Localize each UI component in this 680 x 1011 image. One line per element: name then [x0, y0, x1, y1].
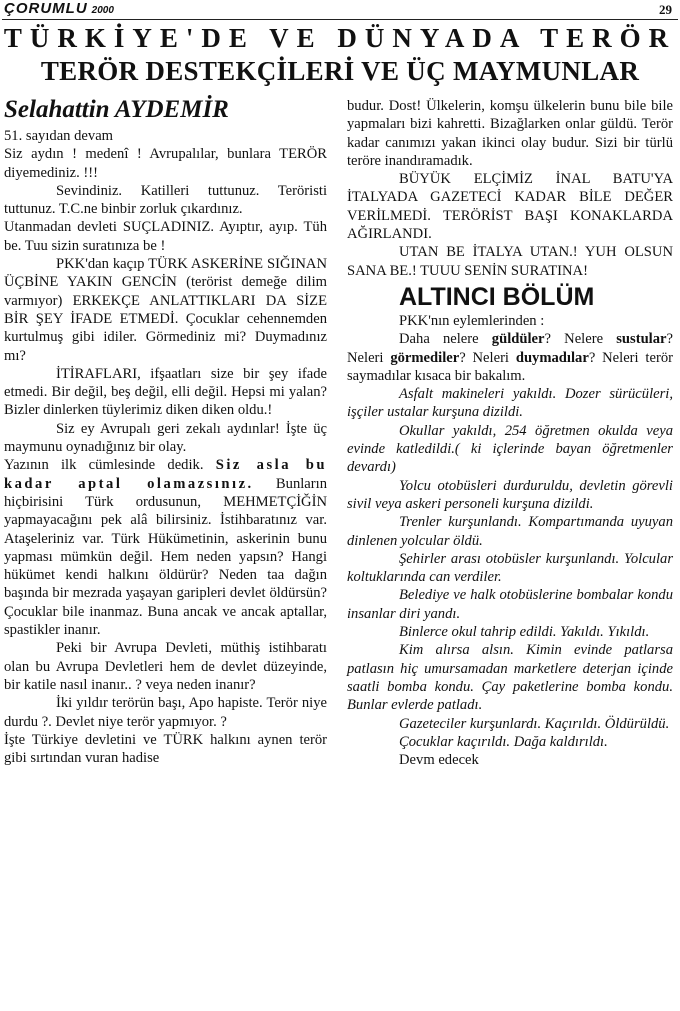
paragraph: Siz ey Avrupalı geri zekalı aydınlar! İşte üç maymunu oynadığınız bir olay.	[4, 420, 327, 456]
paragraph: Peki bir Avrupa Devleti, müthiş istihbaratı olan bu Avrupa Devletleri hem de devlet düzeyinde, bir katile nasıl inanır.. ? veya neden inanır?	[4, 640, 327, 693]
bold-word: sustular	[616, 331, 667, 348]
event-item: Asfalt makineleri yakıldı. Dozer sürücüleri, işçiler ustalar kurşuna dizildi.	[347, 386, 673, 421]
event-item: Yolcu otobüsleri durduruldu, devletin görevli sivil veya askeri personeli kurşuna dizildi.	[347, 477, 673, 512]
text: ? Neleri terör saymadılar kısaca bir bakalım.	[347, 349, 673, 384]
event-item: Kim alırsa alsın. Kimin evinde patlarsa patlasın hiç umursamadan marketlere deterjan içinde saatli bomba kondu. Çay paketlerine bomba kondu. Bunlar evlerde patladı.	[347, 642, 673, 714]
paragraph: İki yıldır terörün başı, Apo hapiste. Terör niye durdu ?. Devlet niye terör yapmıyor. ?	[4, 695, 327, 730]
event-item: Şehirler arası otobüsler kurşunlandı. Yolcular koltuklarında can verdiler.	[347, 550, 673, 586]
paragraph	[4, 456, 327, 639]
page-header	[0, 0, 680, 20]
event-item: Okullar yakıldı, 254 öğretmen okulda veya evinde katledildi.( ki içlerinde bayan öğretmenler devardı)	[347, 422, 673, 476]
bold-word: duymadılar	[515, 349, 589, 366]
paragraph: Utanmadan devleti SUÇLADINIZ. Ayıptır, ayıp. Tüh be. Tuu sizin suratınıza be !	[4, 219, 327, 254]
paragraph: BÜYÜK ELÇİMİZ İNAL BATU'YA İTALYADA GAZETECİ KADAR BİLE DEĞER VERİLMEDİ. TERÖRİST BAŞI KONAKLARDA AĞIRLANDI.	[347, 171, 673, 243]
text: ? Nelere	[544, 331, 617, 348]
paragraph: Sevindiniz. Katilleri tuttunuz. Teröristi tuttunuz. T.C.ne binbir zorluk çıkardınız.	[4, 182, 327, 218]
bold-word: güldüler	[491, 331, 545, 348]
event-item: Belediye ve halk otobüslerine bombalar kondu insanlar diri yandı.	[347, 587, 673, 622]
paragraph: UTAN BE İTALYA UTAN.! YUH OLSUN SANA BE.! TUUU SENİN SURATINA!	[347, 244, 673, 279]
page-number: 29	[659, 2, 672, 17]
paragraph: İşte Türkiye devletini ve TÜRK halkını aynen terör gibi sırtından vuran hadise	[4, 731, 327, 767]
masthead	[4, 0, 114, 17]
paragraph: PKK'nın eylemlerinden :	[399, 312, 545, 329]
bold-word: görmediler	[390, 349, 460, 366]
emphasis-text: Siz asla bu kadar aptal olamazsınız.	[4, 457, 327, 492]
paragraph: PKK'dan kaçıp TÜRK ASKERİNE SIĞINAN ÜÇBİNE YAKIN GENCİN (terörist demeğe dilim varmıyor) ERKEKÇE ANLATTIKLARI DA SİZE BİR ŞEY İFADE ETMEDİ. Çocuklar cehennemden kurtulmuş gibi idiler. Görmediniz mi? Duymadınız mı?	[4, 256, 327, 364]
paragraph: budur. Dost! Ülkelerin, komşu ülkelerin bunu bile bile yapmaları bizi kahretti. Bizağlarken onlar güldü. Terör kadar canımızı yakan ikinci olay budur. Sizi bir türlü teröre inandıramadık.	[347, 98, 673, 169]
continuation-note: 51. sayıdan devam	[4, 128, 114, 144]
text: ? Neleri	[347, 331, 673, 366]
event-item: Çocuklar kaçırıldı. Dağa kaldırıldı.	[399, 733, 608, 750]
paragraph	[347, 330, 673, 385]
right-column	[347, 97, 673, 769]
article-title-line2: TERÖR DESTEKÇİLERİ VE ÜÇ MAYMUNLAR	[40, 56, 640, 86]
masthead-title: ÇORUMLU	[4, 0, 88, 17]
author-name: Selahattin AYDEMİR	[4, 96, 229, 123]
masthead-year: 2000	[91, 5, 114, 16]
event-item: Trenler kurşunlandı. Kompartımanda uyuyan dinlenen yolcular öldü.	[347, 514, 673, 549]
event-item: Gazeteciler kurşunlardı. Kaçırıldı. Öldürüldü.	[399, 715, 670, 732]
sentence: Bunların hiçbirisini Türk ordusunun, MEHMETÇİĞİN yapmayacağını pek alâ bilirsiniz. İstihbaratınız var. Ataşeleriniz var. Türk Hükümetinin, askerinin bunu yapması mümkün değil. Hem neden yapsın? Hangi hükümet kendi halkını öldürür? Neden taa dağın başında bir mezrada yaşayan garipleri devlet öldürsün? Çocuklar bile inanmaz. Buna ancak ve ancak aptallar, spastikler inanır.	[4, 475, 327, 639]
sentence: Yazının ilk cümlesinde dedik.	[4, 457, 204, 474]
text: Daha nelere	[399, 331, 492, 348]
event-item: Binlerce okul tahrip edildi. Yakıldı. Yıkıldı.	[399, 624, 650, 641]
continued-note: Devm edecek	[399, 752, 479, 769]
paragraph: İTİRAFLARI, ifşaatları size bir şey ifade etmedi. Bir değil, beş değil, elli değil. Hepsi mi yalan? Bizler dinlerken tüylerimiz diken diken oldu.!	[4, 365, 327, 419]
paragraph: Siz aydın ! medenî ! Avrupalılar, bunlara TERÖR diyemediniz. !!!	[4, 146, 327, 181]
article-title-line1: TÜRKİYE'DE VE DÜNYADA TERÖR	[3, 23, 677, 53]
section-title: ALTINCI BÖLÜM	[399, 282, 595, 311]
left-column	[4, 95, 327, 767]
text: ? Neleri	[459, 349, 516, 366]
header-rule	[2, 19, 678, 20]
